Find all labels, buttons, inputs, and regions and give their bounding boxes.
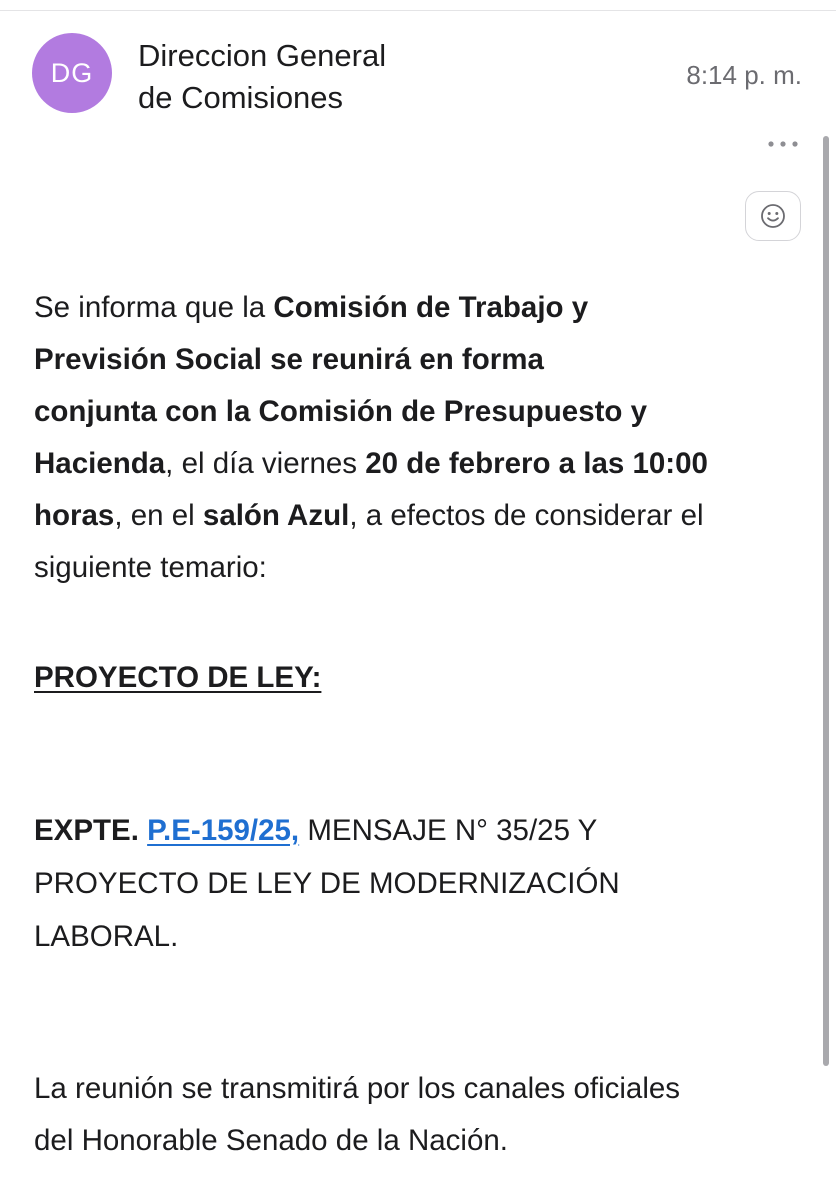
- footer-line: La reunión se transmitirá por los canales oficiales: [34, 1072, 681, 1105]
- body-bold: conjunta con la Comisión de Presupuesto y: [34, 395, 648, 428]
- expediente-line: PROYECTO DE LEY DE MODERNIZACIÓN: [34, 867, 620, 900]
- message-time: 8:14 p. m.: [686, 60, 802, 90]
- more-horizontal-icon: [766, 140, 800, 148]
- body-bold: salón Azul: [202, 499, 350, 532]
- body-line: [34, 334, 809, 386]
- scrollbar[interactable]: [823, 136, 829, 1066]
- add-reaction-button[interactable]: [745, 191, 801, 241]
- body-text: Se informa que la: [34, 291, 274, 324]
- sender-name-line1: Direccion General: [138, 38, 387, 73]
- expediente-line: [34, 804, 620, 857]
- body-bold: Hacienda: [34, 447, 166, 480]
- body-line: [34, 542, 809, 594]
- sender-name-line2: de Comisiones: [138, 80, 344, 115]
- top-divider: [0, 10, 836, 11]
- body-text: , en el: [114, 499, 203, 532]
- body-bold: horas: [34, 499, 115, 532]
- message-body: [34, 282, 809, 594]
- body-text: , a efectos de considerar el: [349, 499, 704, 532]
- body-line: [34, 438, 809, 490]
- footer-line: del Honorable Senado de la Nación.: [34, 1124, 508, 1157]
- body-bold: Comisión de Trabajo y: [273, 291, 589, 324]
- footer-text: [34, 1063, 680, 1167]
- body-line: [34, 282, 809, 334]
- expediente-link[interactable]: P.E-159/25,: [147, 814, 300, 847]
- avatar[interactable]: DG: [32, 33, 112, 113]
- body-bold: Previsión Social se reunirá en forma: [34, 343, 544, 376]
- expediente-label: EXPTE.: [34, 814, 139, 847]
- body-bold: 20 de febrero a las 10:00: [365, 447, 708, 480]
- more-options-button[interactable]: [763, 130, 803, 158]
- section-heading: PROYECTO DE LEY:: [34, 661, 322, 694]
- body-text: siguiente temario:: [34, 551, 267, 584]
- expediente-line: LABORAL.: [34, 920, 179, 953]
- smiley-icon: [760, 203, 786, 229]
- body-line: [34, 490, 809, 542]
- expediente-text: MENSAJE N° 35/25 Y: [299, 814, 598, 847]
- expediente-block: [34, 804, 620, 963]
- body-text: , el día viernes: [165, 447, 366, 480]
- sender-name[interactable]: [138, 35, 558, 119]
- body-line: [34, 386, 809, 438]
